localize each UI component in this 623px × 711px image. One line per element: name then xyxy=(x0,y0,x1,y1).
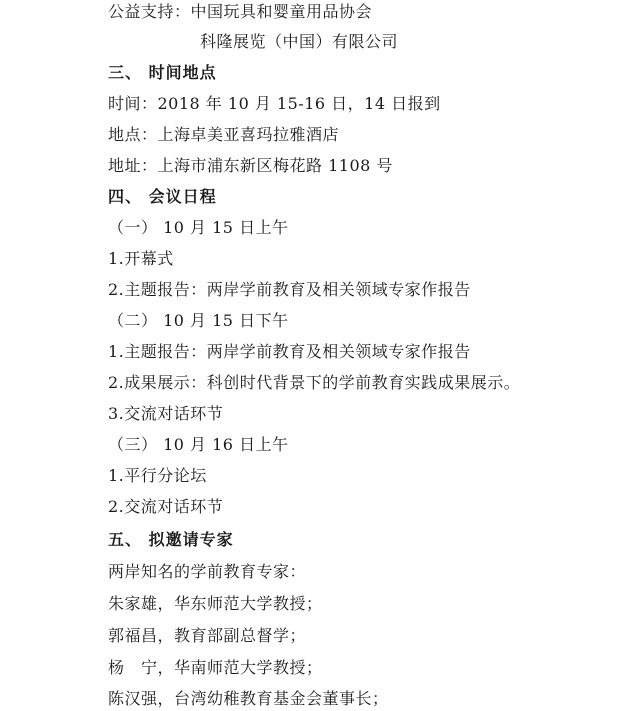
day-2-item-2: 2.成果展示：科创时代背景下的学前教育实践成果展示。 xyxy=(108,373,521,392)
day-2-item-1: 1.主题报告：两岸学前教育及相关领域专家作报告 xyxy=(108,342,471,361)
address-line: 地址：上海市浦东新区梅花路 1108 号 xyxy=(108,156,393,175)
day-2-item-3: 3.交流对话环节 xyxy=(108,404,224,423)
day-3-item-2: 2.交流对话环节 xyxy=(108,497,224,516)
day-3-title: （三） 10 月 16 日上午 xyxy=(108,435,289,454)
day-3-item-1: 1.平行分论坛 xyxy=(108,466,207,485)
expert-line: 郭福昌，教育部副总督学； xyxy=(108,626,307,645)
place-line: 地点：上海卓美亚喜玛拉雅酒店 xyxy=(108,125,340,144)
section4-heading: 四、 会议日程 xyxy=(108,187,217,206)
support-second-org: 科隆展览（中国）有限公司 xyxy=(200,32,399,51)
day-1-item-1: 1.开幕式 xyxy=(108,249,174,268)
section3-heading: 三、 时间地点 xyxy=(108,63,217,82)
day-2-title: （二） 10 月 15 日下午 xyxy=(108,311,289,330)
day-1-item-2: 2.主题报告：两岸学前教育及相关领域专家作报告 xyxy=(108,280,471,299)
support-line: 公益支持：中国玩具和婴童用品协会 xyxy=(108,2,373,21)
expert-line: 朱家雄，华东师范大学教授； xyxy=(108,594,323,613)
expert-line: 陈汉强，台湾幼稚教育基金会董事长； xyxy=(108,689,389,708)
expert-line: 杨 宁，华南师范大学教授； xyxy=(108,658,323,677)
section5-heading: 五、 拟邀请专家 xyxy=(108,530,234,549)
day-1-title: （一） 10 月 15 日上午 xyxy=(108,218,289,237)
time-line: 时间：2018 年 10 月 15-16 日，14 日报到 xyxy=(108,94,441,113)
experts-intro: 两岸知名的学前教育专家： xyxy=(108,562,307,581)
